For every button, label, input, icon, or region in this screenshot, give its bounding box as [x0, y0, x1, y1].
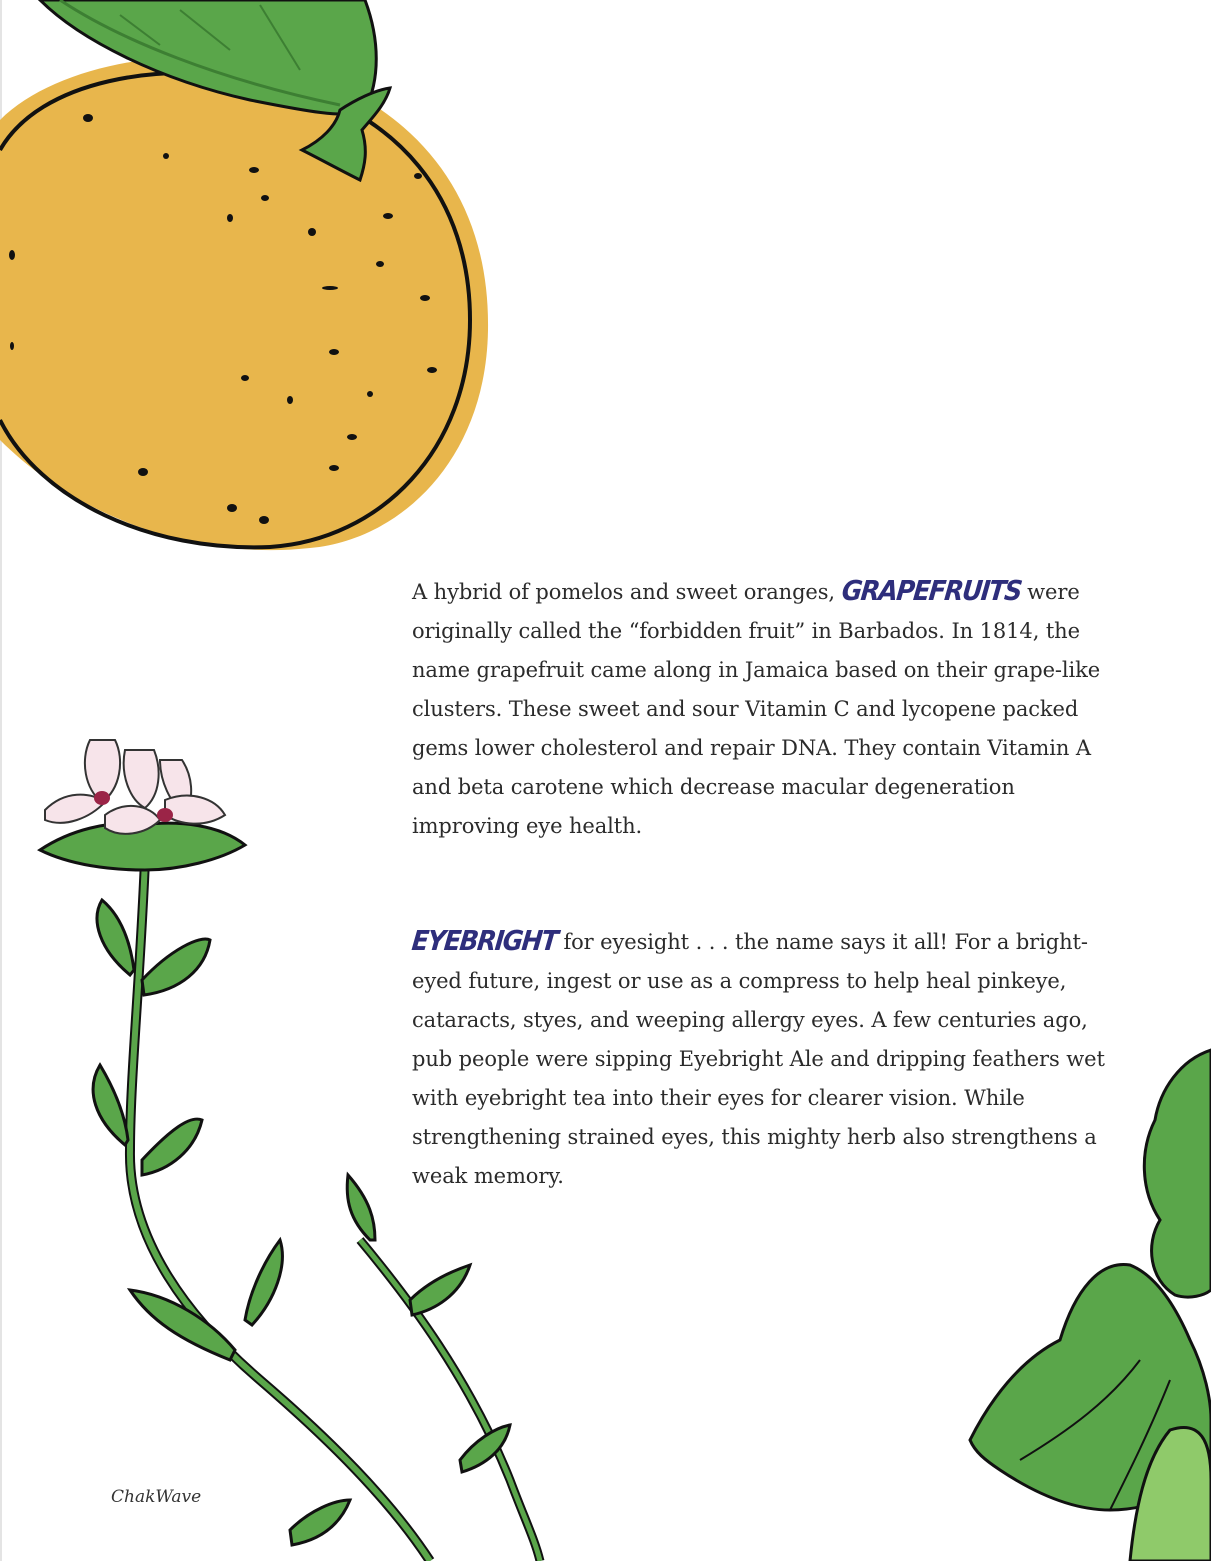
grapefruit-illustration	[0, 0, 500, 570]
eyebright-body: for eyesight . . . the name says it all! For a bright-eyed future, ingest or use as a compress to help heal pinkeye, cataracts, styes, and weeping allergy eyes. A few centuries ago, pub people were sipping Eyebright Ale and dripping feathers wet with eyebright tea into their eyes for clearer vision. While strengthening strained eyes, this mighty herb also strengthens a weak memory.	[412, 930, 1105, 1188]
grapefruits-heading: GRAPEFRUITS	[839, 574, 1023, 607]
eyebright-paragraph	[412, 921, 1112, 1196]
grapefruit-paragraph	[412, 571, 1112, 846]
footer-credit: ChakWave	[111, 1487, 202, 1507]
grapefruit-intro: A hybrid of pomelos and sweet oranges,	[412, 580, 842, 604]
eyebright-heading: EYEBRIGHT	[410, 924, 559, 957]
grapefruit-body: were originally called the “forbidden fruit” in Barbados. In 1814, the name grapefruit came along in Jamaica based on their grape-like clusters. These sweet and sour Vitamin C and lycopene packed gems lower cholesterol and repair DNA. They contain Vitamin A and beta carotene which decrease macular degeneration improving eye health.	[412, 580, 1101, 838]
